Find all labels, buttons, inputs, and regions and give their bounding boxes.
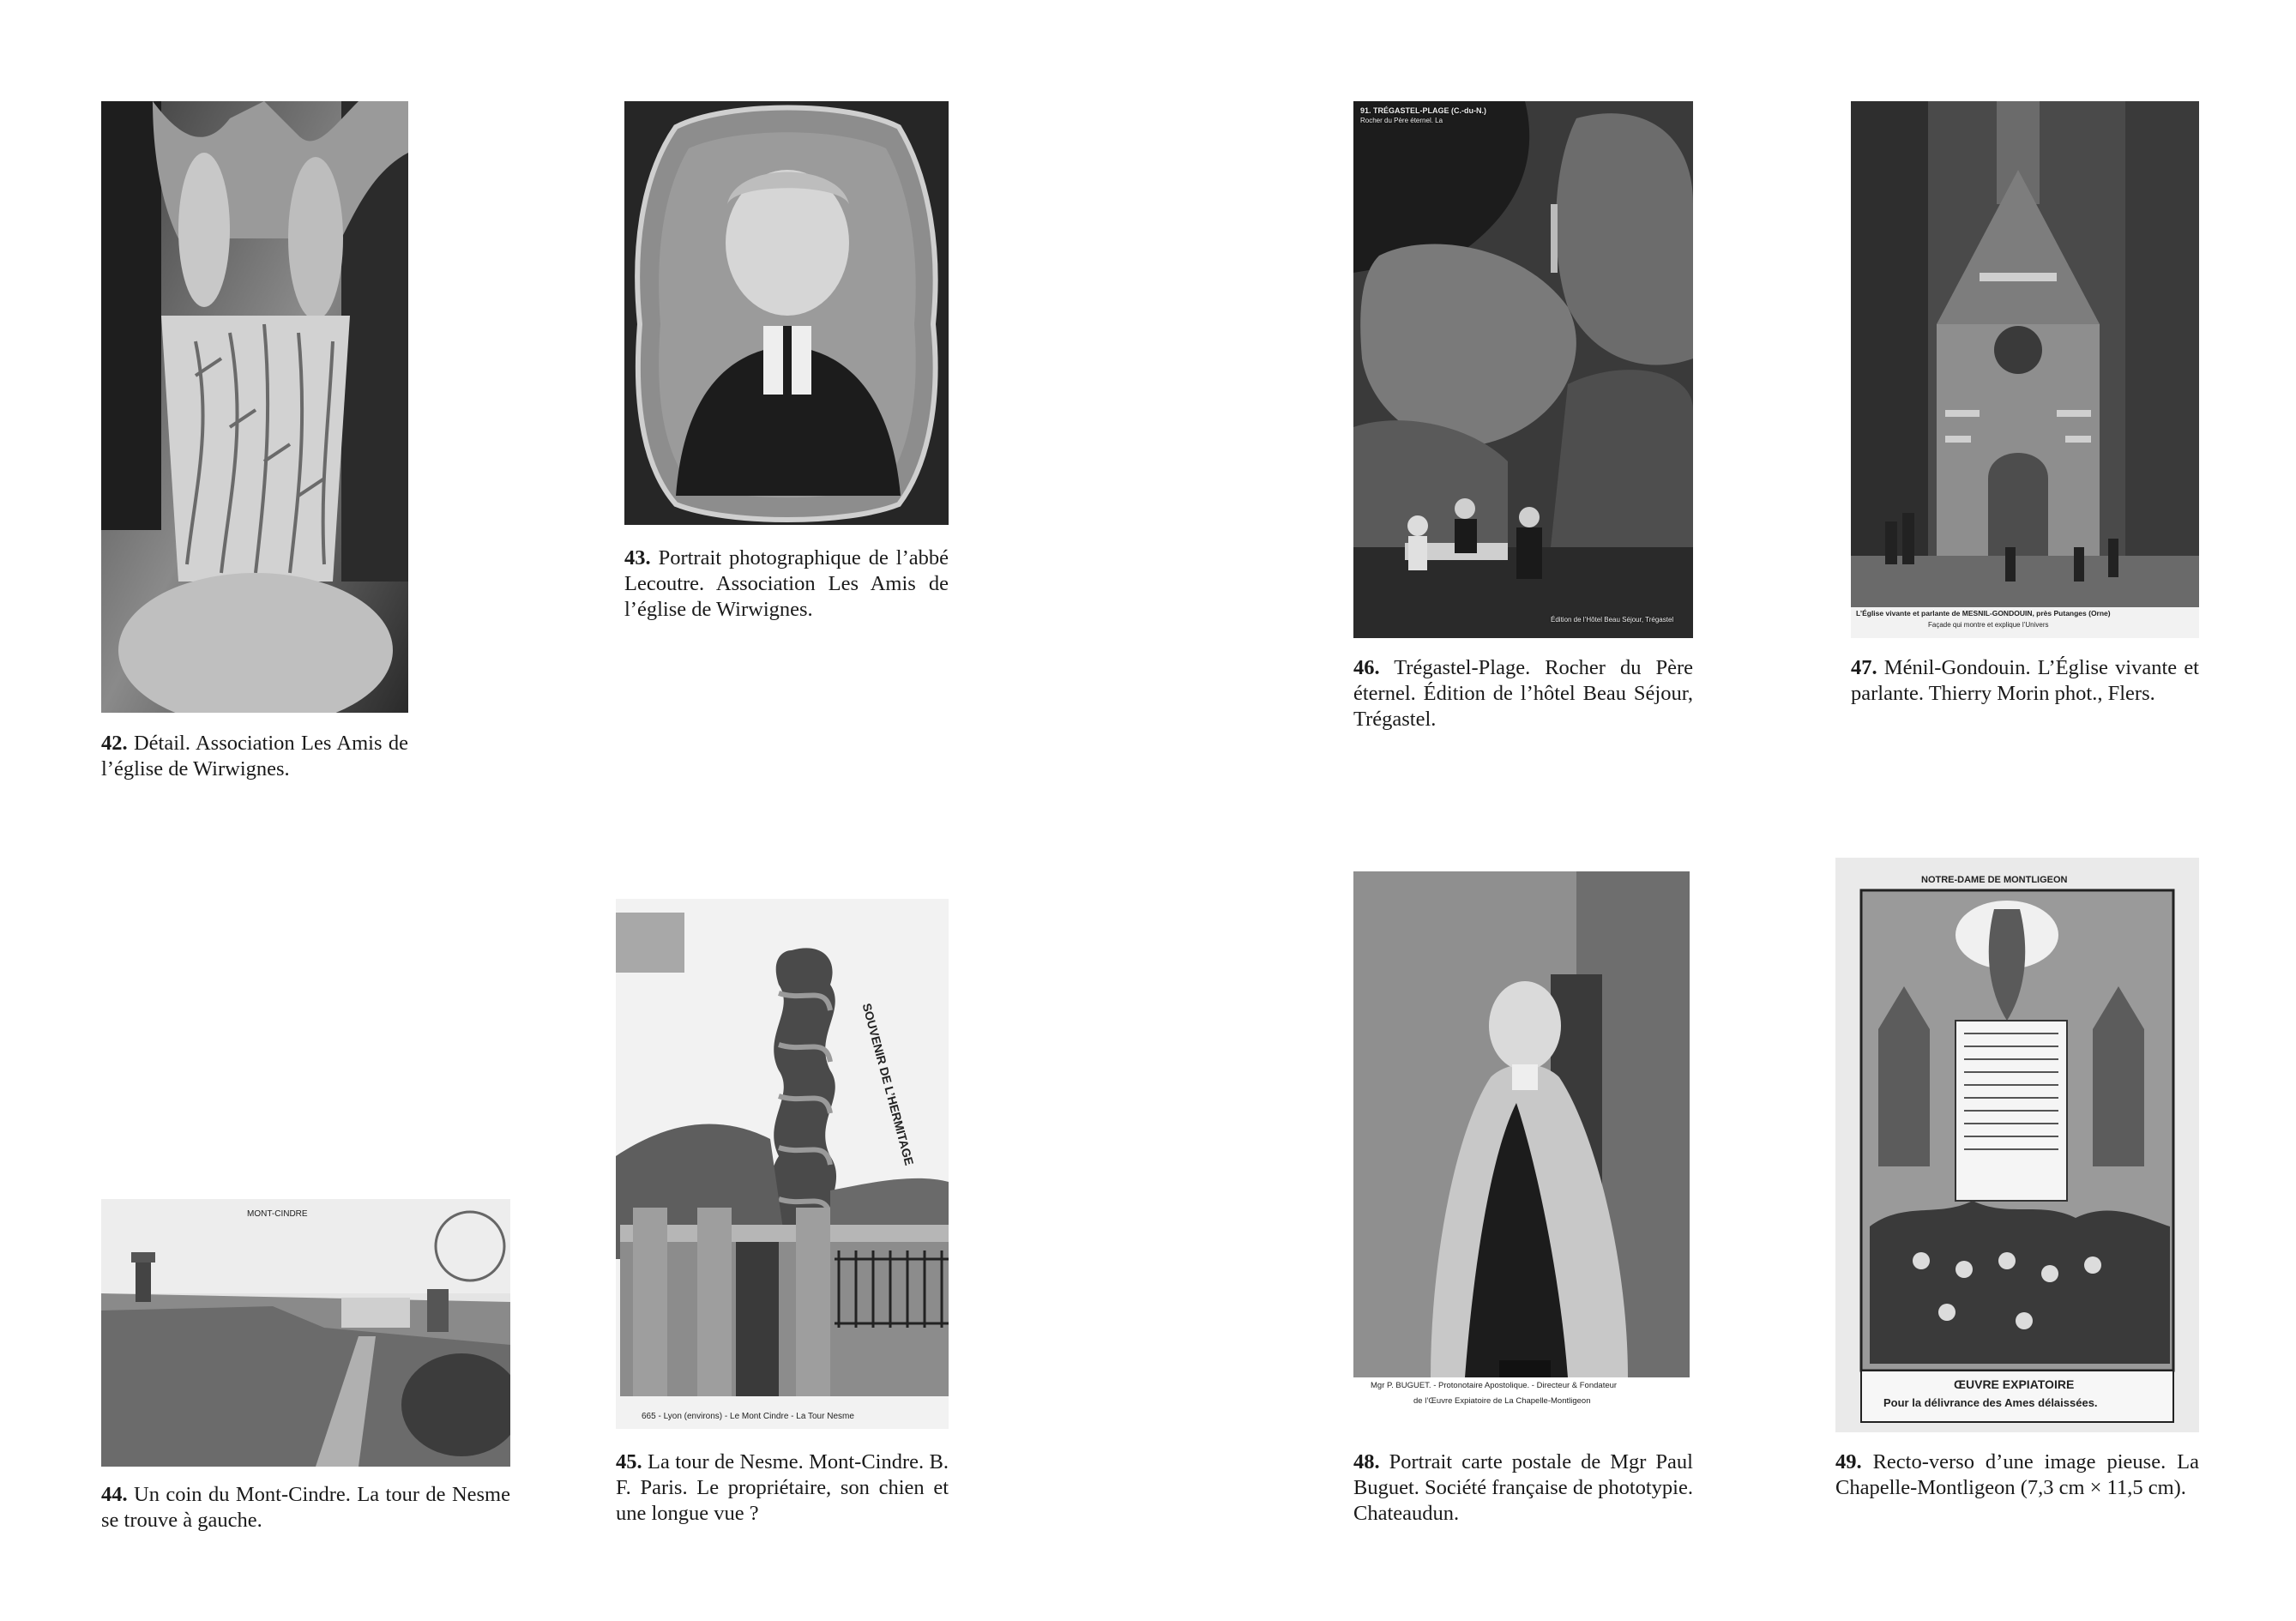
image-pieuse-title: ŒUVRE EXPIATOIRE <box>1954 1377 2075 1391</box>
photo-42-carved-tree-detail <box>101 101 408 713</box>
postcard-title-44: MONT-CINDRE <box>247 1209 308 1219</box>
caption-43 <box>624 545 949 623</box>
photo-47-menil-gondouin-postcard <box>1851 101 2199 638</box>
caption-42 <box>101 731 408 782</box>
caption-text: Portrait photographique de l’abbé Lecoutre. Association Les Amis de l’église de Wirwignes. <box>624 546 949 621</box>
postcard-legend-45: 665 - Lyon (environs) - Le Mont Cindre - La Tour Nesme <box>642 1412 854 1421</box>
postcard-legend2-47: Façade qui montre et explique l’Univers <box>1928 621 2049 629</box>
image-pieuse-heading: NOTRE-DAME DE MONTLIGEON <box>1921 875 2068 885</box>
postcard-title-46: 91. TRÉGASTEL-PLAGE (C.-du-N.) <box>1360 106 1486 115</box>
figure-number: 48. <box>1353 1450 1380 1473</box>
postcard-legend-48: Mgr P. BUGUET. - Protonotaire Apostolique. - Directeur & Fondateur <box>1371 1381 1618 1390</box>
figure-number: 44. <box>101 1483 128 1506</box>
figure-number: 49. <box>1835 1450 1862 1473</box>
photo-43-portrait-abbe-lecoutre <box>624 101 949 525</box>
caption-47 <box>1851 655 2199 707</box>
figure-number: 43. <box>624 546 651 569</box>
figure-number: 45. <box>616 1450 642 1473</box>
caption-49 <box>1835 1449 2199 1501</box>
figure-number: 42. <box>101 732 128 755</box>
postcard-edition-46: Édition de l’Hôtel Beau Séjour, Trégastel <box>1551 616 1674 624</box>
figure-number: 47. <box>1851 656 1877 679</box>
caption-48 <box>1353 1449 1693 1527</box>
photo-48-portrait-mgr-buguet <box>1353 871 1690 1431</box>
caption-text: Recto-verso d’une image pieuse. La Chapelle-Montligeon (7,3 cm × 11,5 cm). <box>1835 1450 2199 1499</box>
caption-text: Détail. Association Les Amis de l’église de Wirwignes. <box>101 732 408 780</box>
caption-45 <box>616 1449 949 1527</box>
photo-49-image-pieuse <box>1835 858 2199 1432</box>
photo-44-mont-cindre-postcard <box>101 1199 510 1467</box>
caption-text: Trégastel-Plage. Rocher du Père éternel. Édition de l’hôtel Beau Séjour, Trégastel. <box>1353 656 1693 731</box>
caption-text: Un coin du Mont-Cindre. La tour de Nesme se trouve à gauche. <box>101 1483 510 1532</box>
figure-number: 46. <box>1353 656 1380 679</box>
photo-46-tregastel-postcard <box>1353 101 1693 638</box>
caption-text: Portrait carte postale de Mgr Paul Buguet. Société française de phototypie. Chateaudun. <box>1353 1450 1693 1525</box>
image-pieuse-subtitle: Pour la délivrance des Ames délaissées. <box>1883 1396 2098 1409</box>
postcard-legend2-48: de l’Œuvre Expiatoire de La Chapelle-Montligeon <box>1413 1396 1591 1406</box>
caption-44 <box>101 1482 510 1534</box>
caption-46 <box>1353 655 1693 732</box>
caption-text: Ménil-Gondouin. L’Église vivante et parlante. Thierry Morin phot., Flers. <box>1851 656 2199 705</box>
caption-text: La tour de Nesme. Mont-Cindre. B. F. Paris. Le propriétaire, son chien et une longue vue ? <box>616 1450 949 1525</box>
photo-45-tour-de-nesme-postcard <box>616 899 949 1429</box>
postcard-stamp-45: SOUVENIR DE L’HERMITAGE <box>859 1002 917 1167</box>
postcard-legend-47: L’Église vivante et parlante de MESNIL-GONDOUIN, près Putanges (Orne) <box>1856 609 2111 618</box>
postcard-subtitle-46: Rocher du Père éternel. La <box>1360 117 1443 124</box>
